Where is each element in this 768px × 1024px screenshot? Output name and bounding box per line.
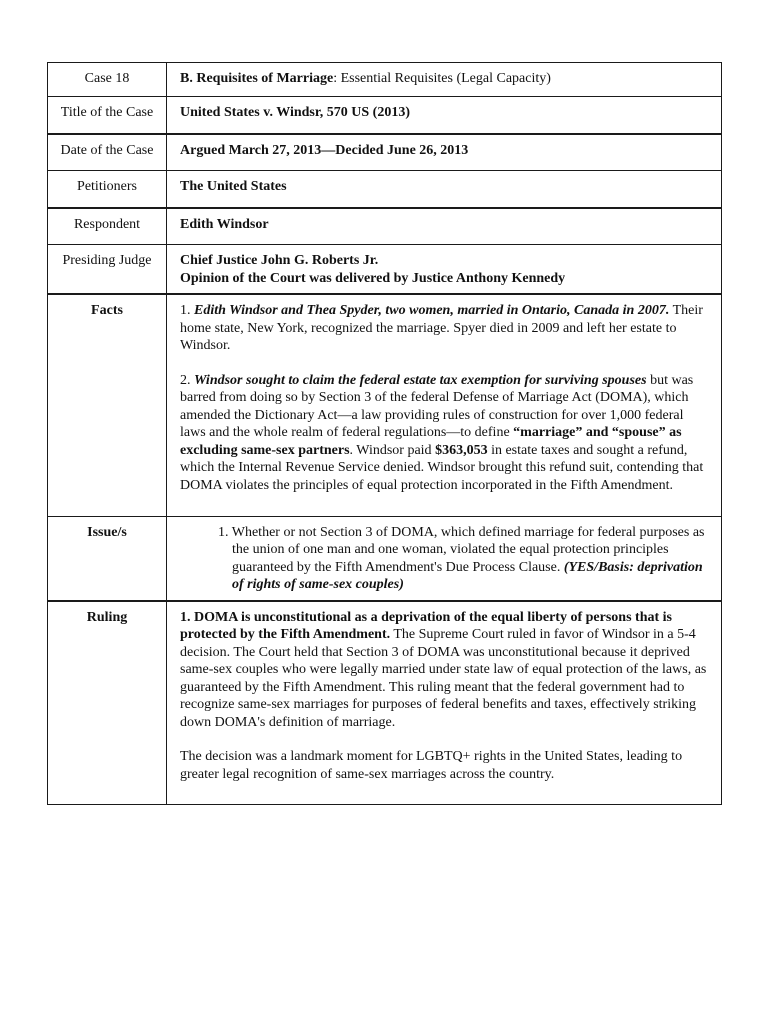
label-judge: Presiding Judge xyxy=(48,245,167,295)
facts-p1-emphasis: Edith Windsor and Thea Spyder, two women, married in Ontario, Canada in 2007. xyxy=(194,303,670,318)
value-ruling xyxy=(167,601,722,805)
label-case: Case 18 xyxy=(48,63,167,97)
value-date: Argued March 27, 2013—Decided June 26, 2013 xyxy=(167,134,722,171)
value-case xyxy=(167,63,722,97)
facts-p1-number: 1. xyxy=(180,303,194,318)
facts-p2-mid1: but was barred from doing so by Section 3 of the federal Defense of Marriage Act (DOMA), which amended the Dictionary Act—a law providing rules of construction for over 1,000 federal laws and the whole realm of federal regulations—to define xyxy=(180,372,694,440)
case-digest-sheet xyxy=(47,62,722,805)
case-digest-table xyxy=(47,62,722,805)
facts-p2-bold-definition: “marriage” and “spouse” as excluding same-sex partners xyxy=(180,425,682,458)
facts-p2-bold-amount: $363,053 xyxy=(435,442,488,458)
paragraph-gap xyxy=(180,731,709,748)
issue-answer: (YES/Basis: deprivation of rights of same-sex couples) xyxy=(232,559,703,592)
row-respondent xyxy=(48,208,722,245)
paragraph-gap xyxy=(180,355,709,372)
issue-text: 1. Whether or not Section 3 of DOMA, which defined marriage for federal purposes as the union of one man and one woman, violated the equal protection principles guaranteed by the Fifth Amendment's Due Process Clause. xyxy=(218,524,705,575)
ruling-paragraph-2: The decision was a landmark moment for LGBTQ+ rights in the United States, leading to greater legal recognition of same-sex marriages across the country. xyxy=(180,749,683,782)
issue-item-1 xyxy=(218,524,709,594)
judge-line-1: Chief Justice John G. Roberts Jr. xyxy=(180,253,379,268)
facts-p2-number: 2. xyxy=(180,372,194,388)
facts-p2-emphasis: Windsor sought to claim the federal estate tax exemption for surviving spouses xyxy=(194,372,647,388)
value-facts xyxy=(167,294,722,516)
row-judge xyxy=(48,245,722,295)
value-petitioners: The United States xyxy=(167,171,722,208)
label-facts: Facts xyxy=(48,294,167,516)
case-subtopic: : Essential Requisites (Legal Capacity) xyxy=(333,71,551,86)
row-date xyxy=(48,134,722,171)
label-respondent: Respondent xyxy=(48,208,167,245)
issue-list xyxy=(180,524,709,594)
facts-p2-end: in estate taxes and sought a refund, which the Internal Revenue Service denied. Windsor brought this refund suit, contending that DOMA violates the principles of equal protection incorporated in the Fifth Amendment. xyxy=(180,442,704,493)
row-issue xyxy=(48,516,722,601)
label-title: Title of the Case xyxy=(48,97,167,134)
judge-line-2: Opinion of the Court was delivered by Justice Anthony Kennedy xyxy=(180,270,566,286)
row-title xyxy=(48,97,722,134)
value-respondent: Edith Windsor xyxy=(167,208,722,245)
row-facts xyxy=(48,294,722,516)
label-petitioners: Petitioners xyxy=(48,171,167,208)
label-date: Date of the Case xyxy=(48,134,167,171)
ruling-p1-holding: 1. DOMA is unconstitutional as a deprivation of the equal liberty of persons that is protected by the Fifth Amendment. xyxy=(180,609,672,642)
label-issue: Issue/s xyxy=(48,516,167,601)
facts-p2-mid2: . Windsor paid xyxy=(349,442,436,458)
row-ruling xyxy=(48,601,722,805)
label-ruling: Ruling xyxy=(48,601,167,805)
facts-paragraph-1 xyxy=(180,302,709,355)
ruling-p1-rest: The Supreme Court ruled in favor of Windsor in a 5-4 decision. The Court held that Section 3 of DOMA was unconstitutional because it deprived same-sex couples who were legally married under state law of equal protection of the laws, as guaranteed by the Fifth Amendment. This ruling meant that the federal government had to recognize same-sex marriages for purposes of federal benefits and taxes, effectively striking down DOMA's definition of marriage. xyxy=(180,627,707,730)
case-topic: B. Requisites of Marriage xyxy=(180,71,334,86)
value-title: United States v. Windsr, 570 US (2013) xyxy=(167,97,722,134)
facts-p1-rest: Their home state, New York, recognized the marriage. Spyer died in 2009 and left her estate to Windsor. xyxy=(180,303,703,353)
value-issue xyxy=(167,516,722,601)
row-petitioners xyxy=(48,171,722,208)
row-case xyxy=(48,63,722,97)
ruling-paragraph-1 xyxy=(180,609,709,732)
facts-paragraph-2 xyxy=(180,372,709,495)
value-judge xyxy=(167,245,722,295)
